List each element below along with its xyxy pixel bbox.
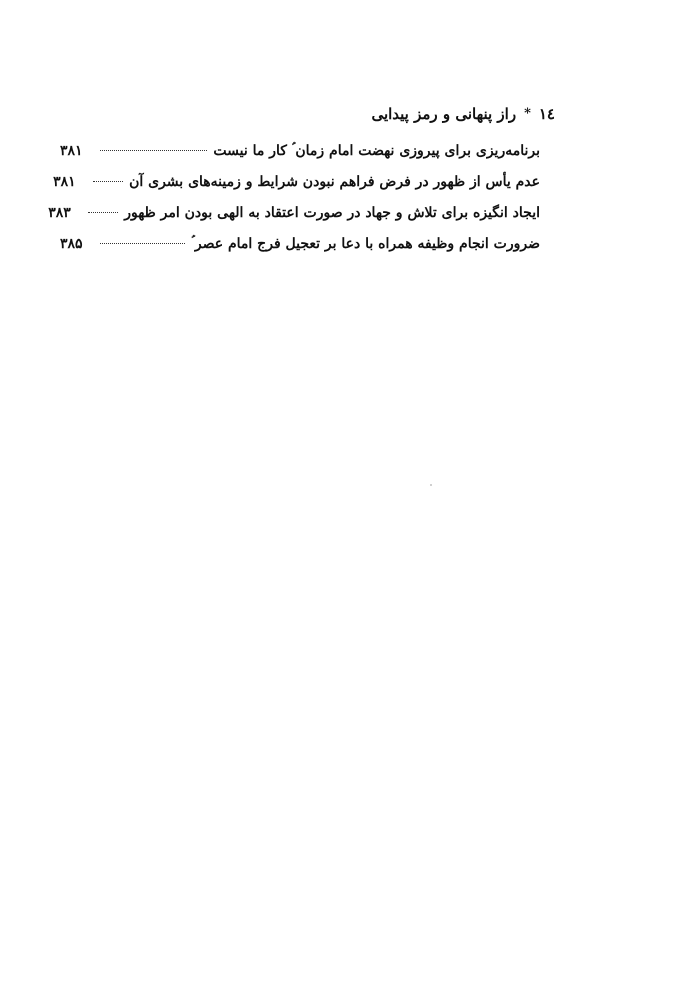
toc-entry bbox=[60, 143, 540, 174]
book-title: راز پنهانی و رمز پیدایی bbox=[371, 105, 517, 123]
toc-entry bbox=[48, 205, 540, 236]
dot-leader bbox=[100, 243, 185, 244]
toc-entry-page: ۳۸۱ bbox=[60, 143, 83, 159]
separator-star: * bbox=[524, 106, 531, 121]
dot-leader bbox=[93, 181, 123, 182]
toc-entry-page: ۳۸۳ bbox=[48, 205, 71, 221]
toc-entry-title: ایجاد انگیزه برای تلاش و جهاد در صورت اعتقاد به الهی بودن امر ظهور bbox=[124, 205, 540, 221]
toc-entry bbox=[53, 174, 540, 205]
dot-leader bbox=[100, 150, 207, 151]
table-of-contents bbox=[48, 143, 540, 267]
toc-entry-page: ۳۸۱ bbox=[53, 174, 76, 190]
toc-entry-title: ضرورت انجام وظیفه همراه با دعا بر تعجیل فرج امام عصر ؑ bbox=[191, 236, 540, 252]
toc-entry bbox=[60, 236, 540, 267]
scan-speck bbox=[430, 484, 432, 486]
running-head bbox=[371, 104, 555, 124]
toc-entry-page: ۳۸۵ bbox=[60, 236, 83, 252]
page-number: ١٤ bbox=[538, 105, 555, 123]
toc-entry-title: برنامه‌ریزی برای پیروزی نهضت امام زمان ؑ کار ما نیست bbox=[213, 143, 540, 159]
toc-entry-title: عدم یأس از ظهور در فرض فراهم نبودن شرایط و زمینه‌های بشری آن bbox=[129, 174, 540, 190]
dot-leader bbox=[88, 212, 118, 213]
